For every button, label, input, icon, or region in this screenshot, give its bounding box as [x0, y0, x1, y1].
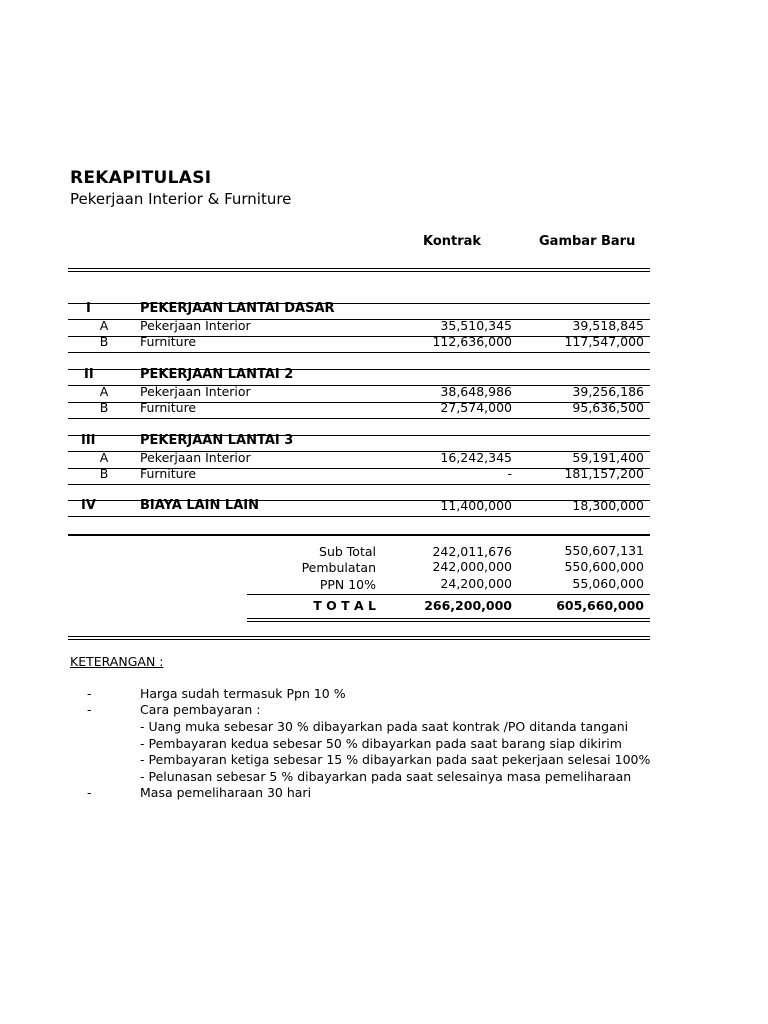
- column-header-gambar-baru: Gambar Baru: [539, 234, 636, 249]
- section-title: PEKERJAAN LANTAI 2: [140, 367, 294, 382]
- item-label: Pekerjaan Interior: [140, 318, 251, 333]
- section-title: PEKERJAAN LANTAI DASAR: [140, 301, 335, 316]
- row-divider: [68, 352, 650, 353]
- item-gambar-value: 39,518,845: [572, 318, 644, 333]
- item-label: Pekerjaan Interior: [140, 384, 251, 399]
- subtotal-label: Sub Total: [319, 544, 376, 559]
- section-kontrak-value: 11,400,000: [440, 498, 512, 513]
- item-kontrak-value: 35,510,345: [440, 318, 512, 333]
- total-label: T O T A L: [313, 598, 376, 613]
- row-divider: [68, 418, 650, 419]
- table-top-rule: [68, 268, 650, 269]
- subtotal-gambar-value: 550,607,131: [564, 543, 644, 558]
- total-bottom-rule: [247, 618, 650, 619]
- item-label: Pekerjaan Interior: [140, 450, 251, 465]
- notes-bullet: -: [87, 702, 92, 717]
- total-bottom-rule-second: [247, 621, 650, 622]
- summary-top-rule: [68, 534, 650, 536]
- notes-bullet: -: [87, 785, 92, 800]
- ppn-gambar-value: 55,060,000: [572, 576, 644, 591]
- ppn-kontrak-value: 24,200,000: [440, 576, 512, 591]
- notes-line: - Pembayaran kedua sebesar 50 % dibayarkan pada saat barang siap dikirim: [140, 736, 622, 751]
- notes-line: - Uang muka sebesar 30 % dibayarkan pada saat kontrak /PO ditanda tangani: [140, 719, 629, 734]
- item-label: Furniture: [140, 466, 197, 481]
- notes-line: Harga sudah termasuk Ppn 10 %: [140, 686, 346, 701]
- item-code: A: [99, 450, 109, 465]
- notes-bullet: -: [87, 686, 92, 701]
- item-gambar-value: 95,636,500: [572, 400, 644, 415]
- document-subtitle: Pekerjaan Interior & Furniture: [70, 190, 292, 208]
- column-header-kontrak: Kontrak: [423, 234, 482, 249]
- section-title: BIAYA LAIN LAIN: [140, 498, 259, 513]
- total-gambar-value: 605,660,000: [556, 598, 644, 613]
- item-code: B: [99, 466, 109, 481]
- pembulatan-label: Pembulatan: [301, 560, 376, 575]
- subtotal-kontrak-value: 242,011,676: [432, 544, 512, 559]
- item-label: Furniture: [140, 334, 197, 349]
- notes-heading: KETERANGAN :: [70, 654, 164, 669]
- pembulatan-gambar-value: 550,600,000: [564, 559, 644, 574]
- item-gambar-value: 117,547,000: [564, 334, 644, 349]
- notes-line: - Pembayaran ketiga sebesar 15 % dibayarkan pada saat pekerjaan selesai 100%: [140, 752, 651, 767]
- row-divider: [68, 484, 650, 485]
- item-kontrak-value: 16,242,345: [440, 450, 512, 465]
- section-number: III: [81, 433, 96, 448]
- notes-line: - Pelunasan sebesar 5 % dibayarkan pada saat selesainya masa pemeliharaan: [140, 769, 632, 784]
- item-code: B: [99, 400, 109, 415]
- section-number: II: [84, 367, 94, 382]
- item-kontrak-value: -: [507, 466, 512, 481]
- document-title: REKAPITULASI: [70, 168, 212, 188]
- section-title: PEKERJAAN LANTAI 3: [140, 433, 294, 448]
- section-gambar-value: 18,300,000: [572, 498, 644, 513]
- item-code: B: [99, 334, 109, 349]
- item-gambar-value: 39,256,186: [572, 384, 644, 399]
- item-gambar-value: 181,157,200: [564, 466, 644, 481]
- notes-line: Cara pembayaran :: [140, 702, 261, 717]
- pembulatan-kontrak-value: 242,000,000: [432, 559, 512, 574]
- row-divider: [68, 516, 650, 517]
- item-kontrak-value: 112,636,000: [432, 334, 512, 349]
- item-label: Furniture: [140, 400, 197, 415]
- table-bottom-rule: [68, 636, 650, 637]
- total-kontrak-value: 266,200,000: [424, 598, 512, 613]
- section-number: I: [86, 301, 91, 316]
- item-kontrak-value: 27,574,000: [440, 400, 512, 415]
- item-code: A: [99, 384, 109, 399]
- item-code: A: [99, 318, 109, 333]
- ppn-label: PPN 10%: [319, 577, 376, 592]
- notes-line: Masa pemeliharaan 30 hari: [140, 785, 312, 800]
- total-top-rule: [247, 594, 650, 595]
- table-bottom-rule-second: [68, 639, 650, 640]
- item-kontrak-value: 38,648,986: [440, 384, 512, 399]
- item-gambar-value: 59,191,400: [572, 450, 644, 465]
- table-top-rule-second: [68, 271, 650, 272]
- section-number: IV: [81, 498, 96, 513]
